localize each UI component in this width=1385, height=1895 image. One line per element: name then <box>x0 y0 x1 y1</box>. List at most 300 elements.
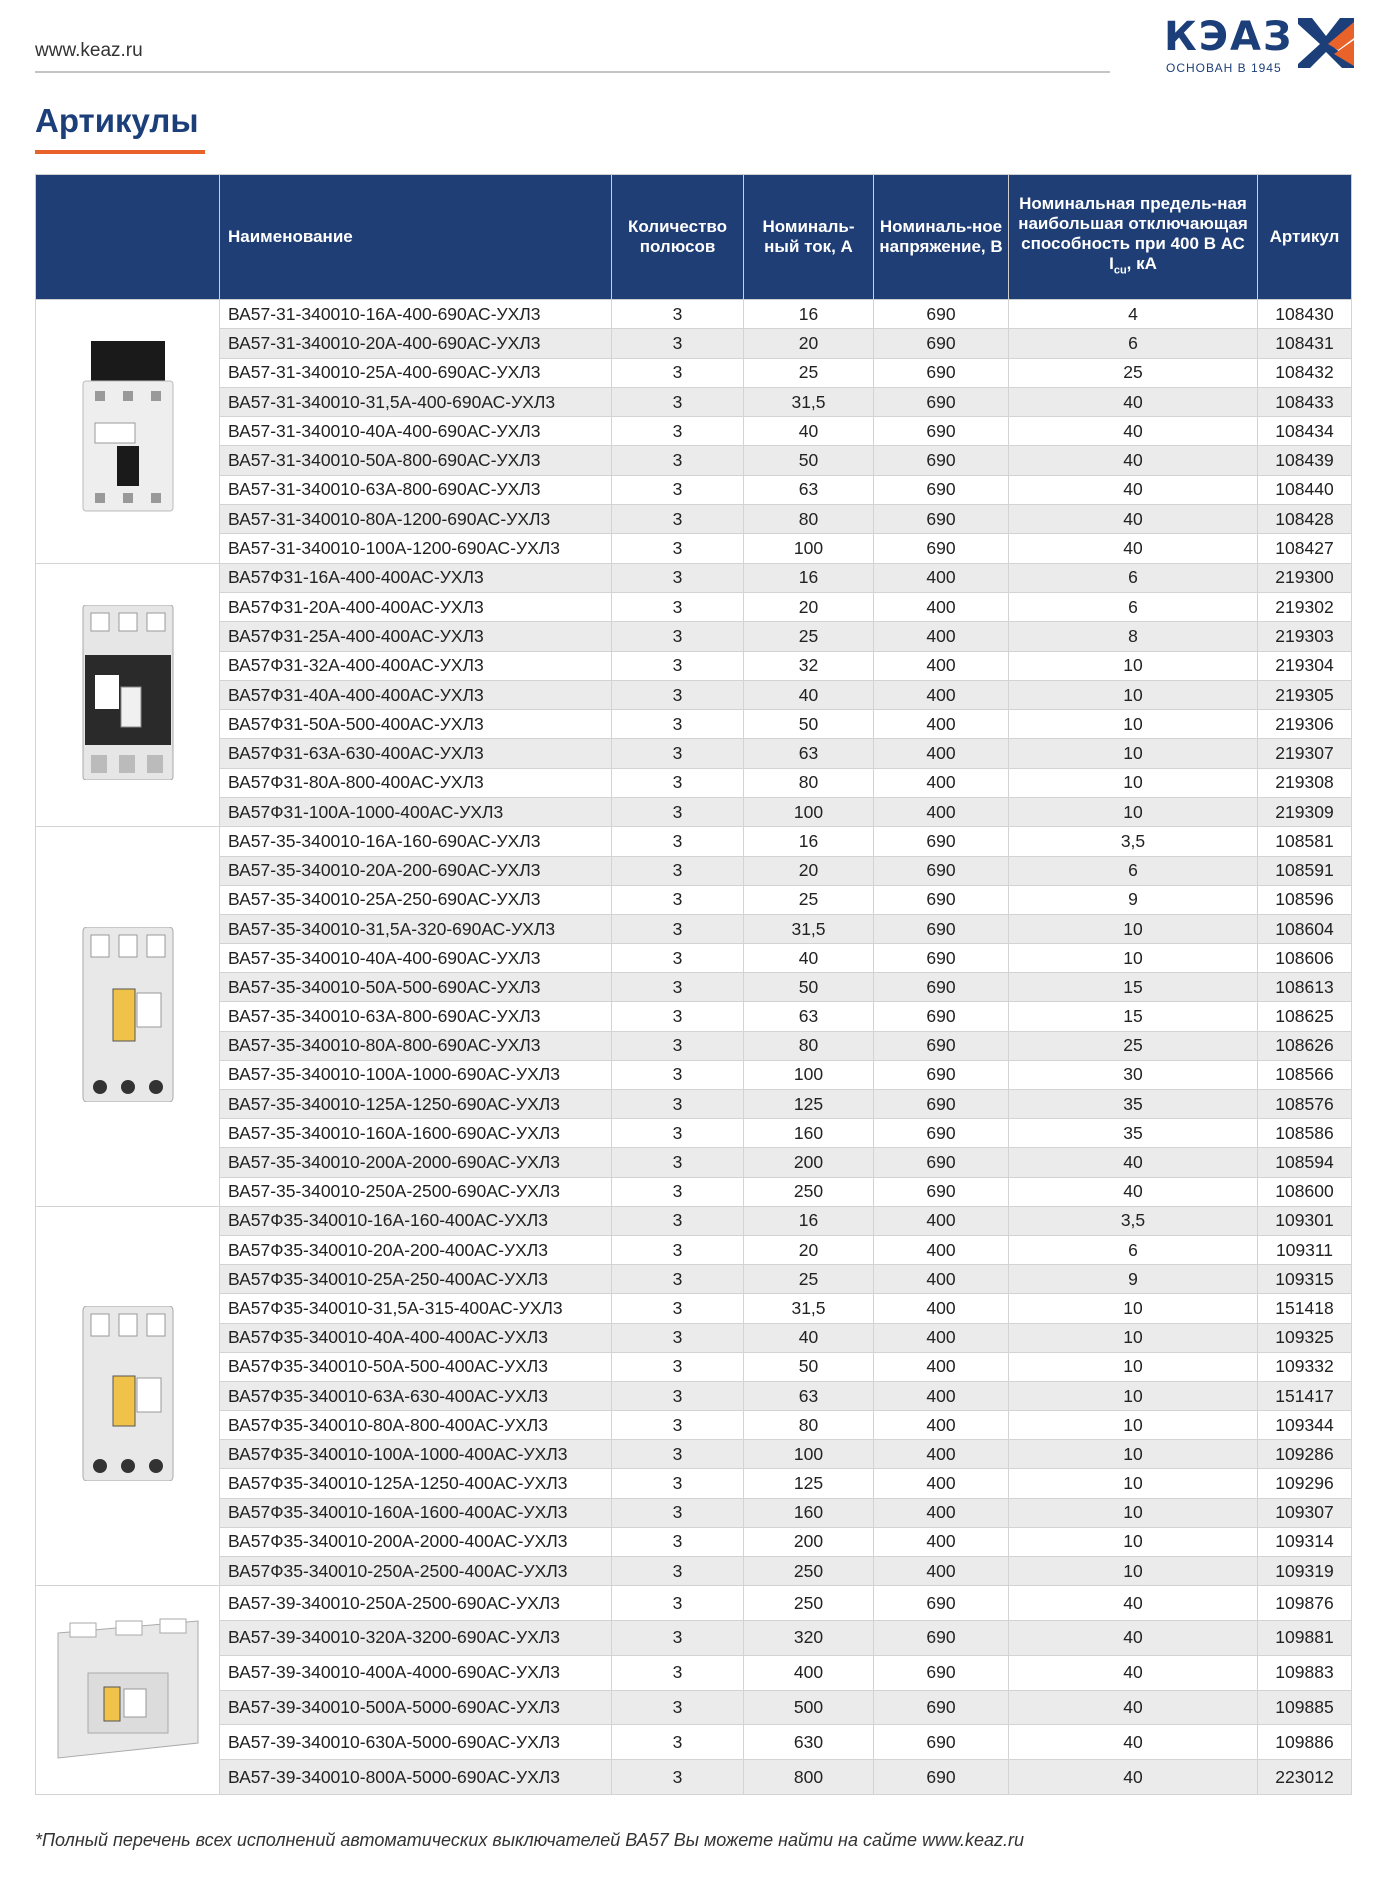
cell-article: 109286 <box>1258 1440 1352 1469</box>
cell-name: ВА57-31-340010-80А-1200-690АС-УХЛ3 <box>220 505 612 534</box>
cell-name: ВА57-31-340010-25А-400-690АС-УХЛ3 <box>220 358 612 387</box>
cell-voltage: 400 <box>874 592 1009 621</box>
cell-current: 80 <box>744 768 874 797</box>
cell-poles: 3 <box>612 1031 744 1060</box>
cell-voltage: 400 <box>874 1381 1009 1410</box>
cell-breaking-capacity: 40 <box>1009 505 1258 534</box>
cell-poles: 3 <box>612 1498 744 1527</box>
cell-breaking-capacity: 40 <box>1009 1621 1258 1656</box>
page-title: Артикулы <box>35 102 199 139</box>
site-url[interactable]: www.keaz.ru <box>35 40 143 61</box>
cell-voltage: 690 <box>874 358 1009 387</box>
cell-article: 108586 <box>1258 1119 1352 1148</box>
cell-article: 109325 <box>1258 1323 1352 1352</box>
circuit-breaker-va57-39-icon <box>48 1747 208 1767</box>
cell-current: 100 <box>744 1440 874 1469</box>
cell-current: 160 <box>744 1119 874 1148</box>
cell-breaking-capacity: 10 <box>1009 1323 1258 1352</box>
table-row <box>36 1760 1352 1795</box>
cell-poles: 3 <box>612 417 744 446</box>
cell-current: 63 <box>744 1002 874 1031</box>
cell-poles: 3 <box>612 1440 744 1469</box>
cell-name: ВА57Ф35-340010-16А-160-400АС-УХЛ3 <box>220 1206 612 1235</box>
table-row <box>36 417 1352 446</box>
cell-breaking-capacity: 40 <box>1009 534 1258 563</box>
cell-poles: 3 <box>612 856 744 885</box>
cell-current: 250 <box>744 1557 874 1586</box>
cell-breaking-capacity: 6 <box>1009 329 1258 358</box>
cell-article: 108604 <box>1258 914 1352 943</box>
cell-poles: 3 <box>612 1177 744 1206</box>
cell-breaking-capacity: 10 <box>1009 1381 1258 1410</box>
cell-breaking-capacity: 10 <box>1009 1527 1258 1556</box>
table-row <box>36 856 1352 885</box>
cell-breaking-capacity: 40 <box>1009 1586 1258 1621</box>
header-breaking-unit: , кА <box>1126 253 1157 273</box>
cell-current: 25 <box>744 885 874 914</box>
cell-name: ВА57Ф31-25А-400-400АС-УХЛ3 <box>220 622 612 651</box>
cell-name: ВА57Ф35-340010-200А-2000-400АС-УХЛ3 <box>220 1527 612 1556</box>
cell-breaking-capacity: 10 <box>1009 1440 1258 1469</box>
cell-current: 250 <box>744 1177 874 1206</box>
product-image-cell <box>36 1206 220 1585</box>
cell-poles: 3 <box>612 739 744 768</box>
cell-article: 109296 <box>1258 1469 1352 1498</box>
cell-poles: 3 <box>612 387 744 416</box>
cell-poles: 3 <box>612 798 744 827</box>
cell-name: ВА57-35-340010-63А-800-690АС-УХЛ3 <box>220 1002 612 1031</box>
table-row <box>36 1411 1352 1440</box>
table-row <box>36 1621 1352 1656</box>
cell-breaking-capacity: 10 <box>1009 914 1258 943</box>
cell-article: 108427 <box>1258 534 1352 563</box>
header-breaking-text: Номинальная предель-ная наибольшая отключающая способность при 400 В АС I <box>1018 193 1248 273</box>
cell-voltage: 690 <box>874 300 1009 329</box>
cell-voltage: 400 <box>874 1527 1009 1556</box>
cell-article: 219308 <box>1258 768 1352 797</box>
cell-poles: 3 <box>612 827 744 856</box>
cell-poles: 3 <box>612 1002 744 1031</box>
cell-name: ВА57-35-340010-50А-500-690АС-УХЛ3 <box>220 973 612 1002</box>
circuit-breaker-va57-35-icon <box>73 1086 183 1106</box>
logo-text: КЭАЗ <box>1164 14 1294 60</box>
cell-name: ВА57-35-340010-20А-200-690АС-УХЛ3 <box>220 856 612 885</box>
cell-breaking-capacity: 3,5 <box>1009 827 1258 856</box>
cell-article: 108440 <box>1258 475 1352 504</box>
cell-poles: 3 <box>612 1621 744 1656</box>
cell-name: ВА57Ф31-63А-630-400АС-УХЛ3 <box>220 739 612 768</box>
cell-name: ВА57-31-340010-31,5А-400-690АС-УХЛ3 <box>220 387 612 416</box>
table-row <box>36 1265 1352 1294</box>
cell-breaking-capacity: 10 <box>1009 798 1258 827</box>
header-voltage: Номиналь-ное напряжение, В <box>874 175 1009 300</box>
cell-voltage: 690 <box>874 885 1009 914</box>
table-row <box>36 329 1352 358</box>
cell-poles: 3 <box>612 680 744 709</box>
cell-voltage: 690 <box>874 1090 1009 1119</box>
cell-name: ВА57-35-340010-25А-250-690АС-УХЛ3 <box>220 885 612 914</box>
cell-article: 108431 <box>1258 329 1352 358</box>
table-row <box>36 563 1352 592</box>
cell-name: ВА57Ф35-340010-63А-630-400АС-УХЛ3 <box>220 1381 612 1410</box>
cell-poles: 3 <box>612 475 744 504</box>
cell-current: 250 <box>744 1586 874 1621</box>
table-row <box>36 798 1352 827</box>
cell-name: ВА57-35-340010-160А-1600-690АС-УХЛ3 <box>220 1119 612 1148</box>
cell-voltage: 400 <box>874 1469 1009 1498</box>
cell-name: ВА57-35-340010-31,5А-320-690АС-УХЛ3 <box>220 914 612 943</box>
cell-current: 16 <box>744 300 874 329</box>
cell-article: 109876 <box>1258 1586 1352 1621</box>
cell-article: 108626 <box>1258 1031 1352 1060</box>
cell-current: 31,5 <box>744 1294 874 1323</box>
title-underline <box>35 150 205 154</box>
cell-article: 109344 <box>1258 1411 1352 1440</box>
cell-poles: 3 <box>612 1557 744 1586</box>
cell-breaking-capacity: 8 <box>1009 622 1258 651</box>
table-row <box>36 739 1352 768</box>
cell-name: ВА57Ф31-16А-400-400АС-УХЛ3 <box>220 563 612 592</box>
cell-voltage: 400 <box>874 1557 1009 1586</box>
cell-current: 100 <box>744 798 874 827</box>
cell-breaking-capacity: 40 <box>1009 446 1258 475</box>
cell-current: 100 <box>744 1060 874 1089</box>
cell-article: 219307 <box>1258 739 1352 768</box>
footnote: *Полный перечень всех исполнений автоматических выключателей ВА57 Вы можете найти на сайте www.keaz.ru <box>35 1830 1025 1850</box>
cell-breaking-capacity: 10 <box>1009 1557 1258 1586</box>
cell-name: ВА57Ф35-340010-31,5А-315-400АС-УХЛ3 <box>220 1294 612 1323</box>
cell-breaking-capacity: 30 <box>1009 1060 1258 1089</box>
table-row <box>36 1586 1352 1621</box>
cell-voltage: 690 <box>874 505 1009 534</box>
table-row <box>36 651 1352 680</box>
cell-breaking-capacity: 40 <box>1009 1177 1258 1206</box>
cell-breaking-capacity: 9 <box>1009 1265 1258 1294</box>
cell-article: 151418 <box>1258 1294 1352 1323</box>
table-row <box>36 1031 1352 1060</box>
cell-article: 108600 <box>1258 1177 1352 1206</box>
cell-breaking-capacity: 6 <box>1009 592 1258 621</box>
cell-current: 25 <box>744 622 874 651</box>
cell-breaking-capacity: 40 <box>1009 387 1258 416</box>
cell-breaking-capacity: 9 <box>1009 885 1258 914</box>
cell-name: ВА57-39-340010-320А-3200-690АС-УХЛ3 <box>220 1621 612 1656</box>
table-row <box>36 1002 1352 1031</box>
cell-poles: 3 <box>612 1586 744 1621</box>
table-row <box>36 710 1352 739</box>
cell-current: 160 <box>744 1498 874 1527</box>
table-row <box>36 1557 1352 1586</box>
cell-voltage: 690 <box>874 1119 1009 1148</box>
cell-breaking-capacity: 4 <box>1009 300 1258 329</box>
header-breaking-sub: cu <box>1113 264 1127 277</box>
cell-voltage: 690 <box>874 914 1009 943</box>
cell-voltage: 690 <box>874 973 1009 1002</box>
table-row <box>36 1235 1352 1264</box>
product-image-cell <box>36 300 220 564</box>
cell-poles: 3 <box>612 1690 744 1725</box>
table-row <box>36 622 1352 651</box>
header-poles: Количество полюсов <box>612 175 744 300</box>
cell-current: 50 <box>744 446 874 475</box>
cell-breaking-capacity: 35 <box>1009 1090 1258 1119</box>
cell-current: 31,5 <box>744 387 874 416</box>
cell-current: 16 <box>744 1206 874 1235</box>
header-article: Артикул <box>1258 175 1352 300</box>
cell-name: ВА57Ф31-20А-400-400АС-УХЛ3 <box>220 592 612 621</box>
cell-name: ВА57Ф35-340010-25А-250-400АС-УХЛ3 <box>220 1265 612 1294</box>
cell-breaking-capacity: 25 <box>1009 1031 1258 1060</box>
cell-name: ВА57Ф31-50А-500-400АС-УХЛ3 <box>220 710 612 739</box>
cell-poles: 3 <box>612 505 744 534</box>
table-row <box>36 1690 1352 1725</box>
cell-article: 108576 <box>1258 1090 1352 1119</box>
table-row <box>36 1725 1352 1760</box>
cell-name: ВА57-35-340010-100А-1000-690АС-УХЛ3 <box>220 1060 612 1089</box>
header-breaking-capacity <box>1009 175 1258 300</box>
cell-voltage: 400 <box>874 1440 1009 1469</box>
cell-poles: 3 <box>612 973 744 1002</box>
header-divider <box>35 71 1110 73</box>
cell-article: 109885 <box>1258 1690 1352 1725</box>
cell-voltage: 400 <box>874 680 1009 709</box>
cell-voltage: 400 <box>874 710 1009 739</box>
product-image-cell <box>36 1586 220 1795</box>
cell-name: ВА57Ф35-340010-50А-500-400АС-УХЛ3 <box>220 1352 612 1381</box>
cell-article: 108433 <box>1258 387 1352 416</box>
cell-current: 20 <box>744 592 874 621</box>
cell-current: 200 <box>744 1527 874 1556</box>
cell-breaking-capacity: 6 <box>1009 856 1258 885</box>
cell-poles: 3 <box>612 1323 744 1352</box>
cell-current: 500 <box>744 1690 874 1725</box>
cell-voltage: 400 <box>874 622 1009 651</box>
cell-name: ВА57-31-340010-50А-800-690АС-УХЛ3 <box>220 446 612 475</box>
cell-poles: 3 <box>612 1090 744 1119</box>
table-row <box>36 1323 1352 1352</box>
cell-poles: 3 <box>612 885 744 914</box>
table-row <box>36 300 1352 329</box>
table-row <box>36 475 1352 504</box>
table-row <box>36 768 1352 797</box>
cell-voltage: 400 <box>874 1352 1009 1381</box>
cell-current: 125 <box>744 1090 874 1119</box>
cell-name: ВА57Ф35-340010-160А-1600-400АС-УХЛ3 <box>220 1498 612 1527</box>
cell-poles: 3 <box>612 1206 744 1235</box>
cell-voltage: 400 <box>874 1498 1009 1527</box>
cell-name: ВА57-39-340010-630А-5000-690АС-УХЛ3 <box>220 1725 612 1760</box>
cell-poles: 3 <box>612 1119 744 1148</box>
cell-current: 400 <box>744 1655 874 1690</box>
table-row <box>36 1498 1352 1527</box>
table-row <box>36 1060 1352 1089</box>
cell-voltage: 690 <box>874 856 1009 885</box>
cell-poles: 3 <box>612 768 744 797</box>
cell-voltage: 690 <box>874 534 1009 563</box>
cell-current: 200 <box>744 1148 874 1177</box>
table-row <box>36 973 1352 1002</box>
cell-poles: 3 <box>612 563 744 592</box>
cell-voltage: 690 <box>874 475 1009 504</box>
cell-current: 25 <box>744 1265 874 1294</box>
cell-name: ВА57Ф31-40А-400-400АС-УХЛ3 <box>220 680 612 709</box>
cell-name: ВА57-31-340010-63А-800-690АС-УХЛ3 <box>220 475 612 504</box>
cell-current: 630 <box>744 1725 874 1760</box>
cell-voltage: 400 <box>874 563 1009 592</box>
cell-article: 108581 <box>1258 827 1352 856</box>
cell-voltage: 690 <box>874 1725 1009 1760</box>
cell-poles: 3 <box>612 651 744 680</box>
cell-current: 40 <box>744 944 874 973</box>
cell-current: 125 <box>744 1469 874 1498</box>
cell-breaking-capacity: 40 <box>1009 417 1258 446</box>
cell-poles: 3 <box>612 358 744 387</box>
cell-name: ВА57-35-340010-200А-2000-690АС-УХЛ3 <box>220 1148 612 1177</box>
cell-name: ВА57Ф35-340010-40А-400-400АС-УХЛ3 <box>220 1323 612 1352</box>
cell-current: 40 <box>744 1323 874 1352</box>
cell-article: 219303 <box>1258 622 1352 651</box>
table-row <box>36 1090 1352 1119</box>
cell-breaking-capacity: 15 <box>1009 973 1258 1002</box>
cell-voltage: 400 <box>874 1294 1009 1323</box>
cell-article: 108432 <box>1258 358 1352 387</box>
cell-breaking-capacity: 35 <box>1009 1119 1258 1148</box>
cell-breaking-capacity: 10 <box>1009 680 1258 709</box>
cell-voltage: 690 <box>874 1586 1009 1621</box>
cell-breaking-capacity: 40 <box>1009 1760 1258 1795</box>
table-row <box>36 387 1352 416</box>
cell-article: 109319 <box>1258 1557 1352 1586</box>
cell-poles: 3 <box>612 1469 744 1498</box>
table-row <box>36 358 1352 387</box>
cell-article: 108434 <box>1258 417 1352 446</box>
cell-breaking-capacity: 40 <box>1009 475 1258 504</box>
table-row <box>36 1294 1352 1323</box>
header-current: Номиналь-ный ток, А <box>744 175 874 300</box>
cell-article: 219309 <box>1258 798 1352 827</box>
cell-article: 151417 <box>1258 1381 1352 1410</box>
cell-article: 109883 <box>1258 1655 1352 1690</box>
cell-name: ВА57-35-340010-16А-160-690АС-УХЛ3 <box>220 827 612 856</box>
cell-voltage: 690 <box>874 417 1009 446</box>
header-name: Наименование <box>220 175 612 300</box>
circuit-breaker-va57f31-icon <box>73 764 183 784</box>
cell-article: 108428 <box>1258 505 1352 534</box>
cell-breaking-capacity: 10 <box>1009 1411 1258 1440</box>
cell-current: 50 <box>744 973 874 1002</box>
table-row <box>36 1527 1352 1556</box>
cell-current: 80 <box>744 505 874 534</box>
table-row <box>36 1148 1352 1177</box>
cell-poles: 3 <box>612 1265 744 1294</box>
articles-table <box>35 174 1352 1795</box>
cell-name: ВА57-39-340010-500А-5000-690АС-УХЛ3 <box>220 1690 612 1725</box>
cell-current: 100 <box>744 534 874 563</box>
circuit-breaker-va57f35-icon <box>73 1465 183 1485</box>
cell-current: 32 <box>744 651 874 680</box>
cell-voltage: 690 <box>874 1060 1009 1089</box>
cell-article: 108566 <box>1258 1060 1352 1089</box>
cell-breaking-capacity: 10 <box>1009 944 1258 973</box>
cell-voltage: 400 <box>874 651 1009 680</box>
cell-poles: 3 <box>612 1725 744 1760</box>
cell-name: ВА57-35-340010-40А-400-690АС-УХЛ3 <box>220 944 612 973</box>
cell-breaking-capacity: 10 <box>1009 768 1258 797</box>
cell-name: ВА57-31-340010-20А-400-690АС-УХЛ3 <box>220 329 612 358</box>
table-row <box>36 1440 1352 1469</box>
cell-current: 40 <box>744 680 874 709</box>
table-row <box>36 1469 1352 1498</box>
cell-poles: 3 <box>612 1527 744 1556</box>
cell-article: 223012 <box>1258 1760 1352 1795</box>
cell-article: 219304 <box>1258 651 1352 680</box>
cell-breaking-capacity: 3,5 <box>1009 1206 1258 1235</box>
cell-current: 25 <box>744 358 874 387</box>
cell-name: ВА57-35-340010-80А-800-690АС-УХЛ3 <box>220 1031 612 1060</box>
cell-article: 108594 <box>1258 1148 1352 1177</box>
logo-subtitle: ОСНОВАН В 1945 <box>1166 61 1282 75</box>
table-row <box>36 1381 1352 1410</box>
product-image-cell <box>36 563 220 827</box>
cell-breaking-capacity: 15 <box>1009 1002 1258 1031</box>
cell-name: ВА57Ф35-340010-100А-1000-400АС-УХЛ3 <box>220 1440 612 1469</box>
cell-voltage: 690 <box>874 1655 1009 1690</box>
cell-poles: 3 <box>612 1760 744 1795</box>
cell-voltage: 690 <box>874 1002 1009 1031</box>
table-row <box>36 1655 1352 1690</box>
cell-article: 109315 <box>1258 1265 1352 1294</box>
cell-poles: 3 <box>612 1381 744 1410</box>
cell-poles: 3 <box>612 534 744 563</box>
cell-name: ВА57-31-340010-100А-1200-690АС-УХЛ3 <box>220 534 612 563</box>
table-row <box>36 827 1352 856</box>
cell-poles: 3 <box>612 329 744 358</box>
cell-breaking-capacity: 10 <box>1009 1498 1258 1527</box>
cell-poles: 3 <box>612 1352 744 1381</box>
cell-name: ВА57Ф35-340010-250А-2500-400АС-УХЛ3 <box>220 1557 612 1586</box>
cell-voltage: 400 <box>874 1323 1009 1352</box>
table-row <box>36 534 1352 563</box>
cell-current: 63 <box>744 1381 874 1410</box>
cell-poles: 3 <box>612 1411 744 1440</box>
cell-breaking-capacity: 25 <box>1009 358 1258 387</box>
cell-voltage: 690 <box>874 1690 1009 1725</box>
cell-voltage: 690 <box>874 944 1009 973</box>
cell-article: 109332 <box>1258 1352 1352 1381</box>
cell-current: 20 <box>744 329 874 358</box>
cell-name: ВА57Ф35-340010-20А-200-400АС-УХЛ3 <box>220 1235 612 1264</box>
cell-current: 40 <box>744 417 874 446</box>
cell-current: 20 <box>744 856 874 885</box>
cell-name: ВА57Ф31-80А-800-400АС-УХЛ3 <box>220 768 612 797</box>
cell-breaking-capacity: 40 <box>1009 1655 1258 1690</box>
cell-current: 20 <box>744 1235 874 1264</box>
cell-poles: 3 <box>612 300 744 329</box>
cell-article: 109301 <box>1258 1206 1352 1235</box>
cell-breaking-capacity: 40 <box>1009 1690 1258 1725</box>
cell-name: ВА57Ф35-340010-125А-1250-400АС-УХЛ3 <box>220 1469 612 1498</box>
cell-poles: 3 <box>612 944 744 973</box>
cell-article: 108591 <box>1258 856 1352 885</box>
cell-article: 219305 <box>1258 680 1352 709</box>
cell-article: 108625 <box>1258 1002 1352 1031</box>
header-image-cell <box>36 175 220 300</box>
cell-voltage: 690 <box>874 1148 1009 1177</box>
cell-article: 219302 <box>1258 592 1352 621</box>
cell-breaking-capacity: 10 <box>1009 1294 1258 1323</box>
cell-article: 108430 <box>1258 300 1352 329</box>
cell-breaking-capacity: 10 <box>1009 710 1258 739</box>
